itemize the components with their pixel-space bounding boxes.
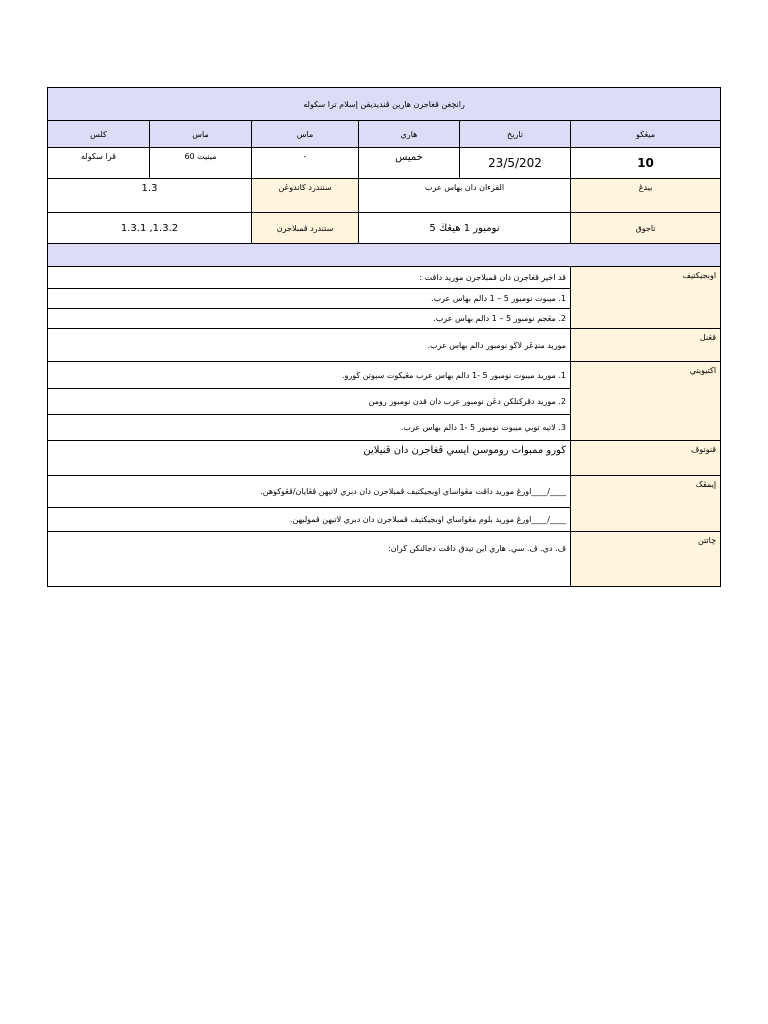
lesson-plan-sheet (47, 87, 720, 587)
standard-kandungan-value: 1.3 (48, 179, 252, 213)
value-hari: خميس (359, 148, 460, 179)
section-divider (48, 244, 721, 267)
label-waktu: ماس (150, 121, 252, 148)
impak-line-2: ____/____اورڠ موريد بلوم مڠواساي اوبجيكتيف ڤمبلاجرن دان دبري لاتيهن ڤموليهن. (48, 508, 571, 532)
label-tarikh: تاريخ (460, 121, 571, 148)
tajuk-label: تاجوق (571, 213, 721, 244)
objektif-item-1: 1. ميبوت نومبور 5 – 1 دالم بهاس عرب. (48, 289, 571, 309)
value-masa: - (252, 148, 359, 179)
catatan-value: ڤ. دي. ڤ. سي. هاري اين تيدق داڤت دجالنكن كران: (48, 532, 571, 587)
objektif-label: اوبجيكتيف (571, 267, 721, 329)
penutup-label: ڤنوتوڤ (571, 441, 721, 476)
label-masa: ماس (252, 121, 359, 148)
value-minggu: 10 (571, 148, 721, 179)
label-hari: هاري (359, 121, 460, 148)
objektif-intro: ڤد اخير ڤغاجرن دان ڤمبلاجرن موريد داڤت : (48, 267, 571, 289)
impak-line-1: ____/____اورڠ موريد داڤت مڠواساي اوبجيكتيف ڤمبلاجرن دان دبري لاتيهن ڤڠايان/ڤڠوكوهن. (48, 476, 571, 508)
fokus-label: ڤڠنل (571, 329, 721, 362)
catatan-label: چاتتن (571, 532, 721, 587)
penutup-value: ڬورو ممبوات روموسن ايسي ڤغاجرن دان ڤنيلاين (48, 441, 571, 476)
impak-label: إيمڤک (571, 476, 721, 532)
label-kelas: كلس (48, 121, 150, 148)
objektif-item-2: 2. مڠجم نومبور 5 – 1 دالم بهاس عرب. (48, 309, 571, 329)
aktiviti-label: اكتيويتي (571, 362, 721, 441)
aktiviti-item-1: 1. موريد ميبوت نومبور 5 -1 دالم بهاس عرب مڠيكوت سبوتن ڬورو. (48, 362, 571, 389)
fokus-value: موريد منډڠر لاڬو نومبور دالم بهاس عرب. (48, 329, 571, 362)
bidang-value: القرءان دان بهاس عرب (359, 179, 571, 213)
aktiviti-item-3: 3. لاتيه توبي ميبوت نومبور 5 -1 دالم بهاس عرب. (48, 415, 571, 441)
lesson-plan-table (47, 87, 721, 587)
tajuk-value: نومبور 1 هيڠڬ 5 (359, 213, 571, 244)
value-tarikh: 23/5/202 (460, 148, 571, 179)
plan-title: رانچغن ڤغاجرن هارين ڤنديديقن إسلام ترا سكوله (48, 88, 721, 121)
standard-pembelajaran-label: ستندرد ڤمبلاجرن (252, 213, 359, 244)
label-minggu: ميڠڬو (571, 121, 721, 148)
bidang-label: بيدڠ (571, 179, 721, 213)
standard-kandungan-label: ستندرد كاندوڠن (252, 179, 359, 213)
value-waktu: 60 مينيت (150, 148, 252, 179)
value-kelas: ڤرا سكوله (48, 148, 150, 179)
standard-pembelajaran-value: 1.3.1 ,1.3.2 (48, 213, 252, 244)
aktiviti-item-2: 2. موريد دڤركنلكن دڠن نومبور عرب دان قدن نومبور رومن (48, 389, 571, 415)
